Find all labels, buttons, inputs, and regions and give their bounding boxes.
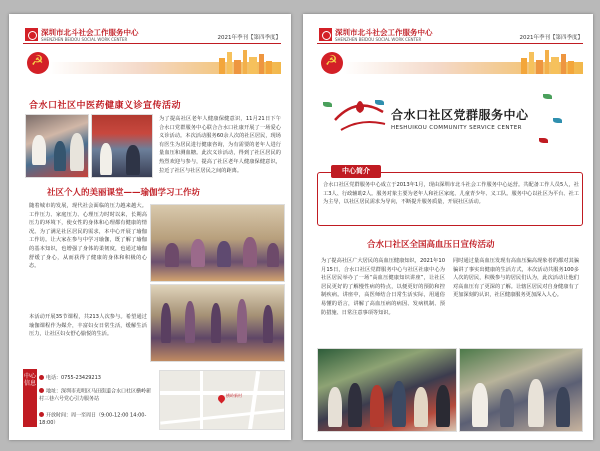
yoga-photo-2 — [150, 284, 285, 362]
left-page — [9, 14, 291, 440]
city-skyline-icon — [517, 48, 577, 74]
right-page — [303, 14, 593, 440]
center-title-en: HESHUIKOU COMMUNITY SERVICE CENTER — [391, 125, 522, 131]
contact-side-label: 中心信息 — [23, 369, 37, 427]
leaf-icon — [553, 118, 562, 123]
article3-col1: 为了提高社区广大居民的高血压健康知识，2021年10月15日，合水口社区党群服务中心与社区社康中心为社区居民举办了一场“高血压健康知识讲座”，让社区居民更好的了解慢性病的特点，以便更好的预防和控制疾病。讲座中，高医师结合日常生活实际，用通俗易懂的语言，讲解了高血压病的病因、发病机制、预防措施、日常注意事项等知识。 — [321, 258, 445, 316]
tcm-photo — [25, 114, 89, 178]
article1-title: 合水口社区中医药健康义诊宣传活动 — [29, 101, 182, 111]
city-skyline-icon — [215, 48, 275, 74]
leaf-icon — [539, 138, 548, 143]
map-pin-label: 横岭新村 — [226, 393, 242, 398]
org-name-en: SHENZHEN BEIDOU SOCIAL WORK CENTER — [41, 37, 128, 42]
party-emblem-icon — [321, 52, 343, 74]
org-logo-icon — [319, 28, 332, 41]
header-rule — [317, 43, 583, 44]
yoga-photo-1 — [150, 204, 285, 282]
org-name: 深圳市北斗社会工作服务中心 — [335, 28, 433, 37]
issue-label: 2021年季刊【第四季度】 — [217, 35, 281, 41]
tcm-banner-photo — [91, 114, 153, 178]
issue-label: 2021年季刊【第四季度】 — [519, 35, 583, 41]
article2-body-p1: 随着城市的发展，现代社会面临的压力越来越大。工作压力、家庭压力、心理压力时时以来，长期高压力的环境下，使女性的身体和心理都有健康的情况。为了满足社区居民的需求，本中心开展了瑜伽工作坊。让大家在参与中学习瑜伽，既了解了瑜伽的基本知识，也增强了身体的柔韧度，也通过瑜伽舒缓了身心，从而获得了健康的身体和积极的心态。 — [29, 203, 147, 270]
header-banner — [23, 48, 281, 76]
leaf-icon — [375, 100, 384, 105]
intro-tag: 中心简介 — [331, 165, 381, 178]
org-name: 深圳市北斗社会工作服务中心 — [41, 28, 139, 37]
location-map — [159, 370, 285, 430]
party-emblem-icon — [27, 52, 49, 74]
article3-title: 合水口社区全国高血压日宣传活动 — [367, 240, 495, 250]
contact-phone: 电话：0755-23429213 — [39, 374, 101, 381]
phone-icon — [39, 375, 44, 380]
map-pin-icon — [217, 394, 227, 404]
article2-body-p2: 本活动开展35节课程，共213人次参与。希望通过瑜伽课程作为媒介，丰富妇女日常生活，缓解生活压力，让社区妇女舒心愉悦的生活。 — [29, 314, 147, 338]
clock-icon — [39, 412, 44, 417]
bp-photo-2 — [459, 348, 583, 432]
article3-col2: 同时通过量高血压发现有高血压骗高现象者的都对其骗骗讲了事实出健康的生活方式，本次活动共服务100多人次的居民，积极参与的居民们认为，此次活动让他们对高血压有了更深的了解。让辖区居民对自身健康有了更加深刻的认识，社区健康服务更加深入人心。 — [453, 258, 579, 299]
contact-hours: 开放时间：周一至周日（9:00-12:00 14:00-18:00） — [39, 412, 147, 426]
service-center-logo-icon — [327, 90, 391, 134]
intro-body: 合水口社区党群服务中心成立于2013年1月，现由深圳市北斗社会工作服务中心运营。共配备工作人员5人，社工3人、行政辅助2人。服务对象主要为老年人和社区家庭、儿童青少年、义工队。服务中心以社区为平台、社工为主导，以社区居民需求为导向，不断提升服务质量，开展社区活动。 — [323, 182, 579, 206]
bp-photo-1 — [317, 348, 457, 432]
location-icon — [39, 388, 44, 393]
article1-body: 为了提高社区老年人健康保健意识，11月21日下午合水口党群服务中心联合合水口社康开展了一场爱心义诊活动。本次活动服务60余人次的社区居民，现场有医生为居民进行健康咨询，为有需要的老年人进行量血压和测血糖。此次义诊活动，得到了社区居民的热烈欢迎与参与，提高了社区老年人健康保健意识，拉近了社区与社区居民之间的距离。 — [159, 116, 281, 174]
article2-title: 社区个人的美丽课堂——瑜伽学习工作坊 — [47, 188, 201, 198]
org-name-en: SHENZHEN BEIDOU SOCIAL WORK CENTER — [335, 37, 422, 42]
center-title: 合水口社区党群服务中心 — [391, 108, 529, 122]
leaf-icon — [323, 102, 332, 107]
header-banner — [317, 48, 583, 76]
header-rule — [23, 43, 281, 44]
leaf-icon — [543, 94, 552, 99]
org-logo-icon — [25, 28, 38, 41]
contact-address: 地址：深圳市光明区马田街道合水口社区横岭新村三巷六号党心引力服务站 — [39, 388, 152, 402]
